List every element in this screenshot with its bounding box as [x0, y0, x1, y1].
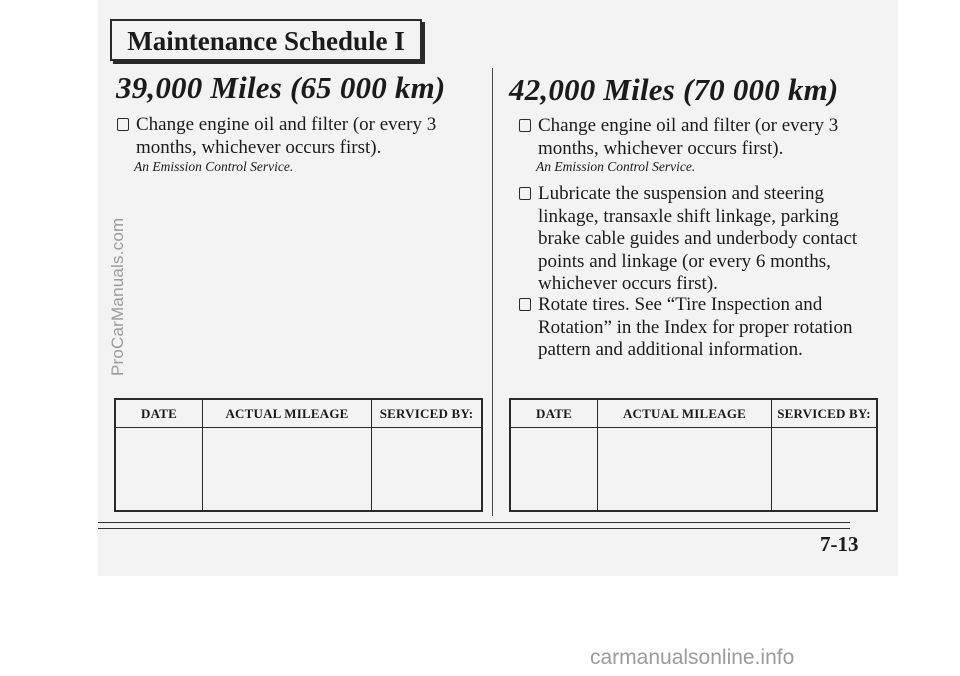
serviced-by-header: SERVICED BY:: [372, 399, 483, 428]
serviced-by-cell[interactable]: [372, 428, 483, 512]
task-text: Change engine oil and filter (or every 3 months, whichever occurs first).: [538, 115, 839, 159]
bottom-watermark: carmanualsonline.info: [590, 646, 795, 669]
schedule-header-box: [110, 19, 422, 61]
footer-rule-top: [98, 522, 850, 523]
left-service-log-table: [114, 398, 483, 512]
date-cell[interactable]: [115, 428, 203, 512]
left-task-note: An Emission Control Service.: [134, 159, 294, 174]
side-watermark: ProCarManuals.com: [108, 217, 127, 376]
date-cell[interactable]: [510, 428, 598, 512]
right-mileage-title: 42,000 Miles (70 000 km): [509, 72, 839, 107]
right-service-log-table: [509, 398, 878, 512]
checkbox-icon[interactable]: [519, 187, 531, 200]
right-task-oil-change: [519, 115, 849, 160]
task-text: Rotate tires. See “Tire Inspection and Rotation” in the Index for proper rotation pattern and additional information.: [538, 294, 853, 360]
left-mileage-title: 39,000 Miles (65 000 km): [116, 70, 446, 105]
serviced-by-cell[interactable]: [772, 428, 878, 512]
date-header: DATE: [115, 399, 203, 428]
column-divider: [492, 68, 493, 516]
task-text: Lubricate the suspension and steering linkage, transaxle shift linkage, parking brake cable guides and underbody contact points and linkage (or every 6 months, whichever occurs first).: [538, 183, 858, 294]
right-task-lubricate: [519, 183, 869, 296]
checkbox-icon[interactable]: [519, 119, 531, 132]
table-header-row: [115, 399, 482, 428]
footer-rule-bottom: [98, 528, 850, 529]
date-header: DATE: [510, 399, 598, 428]
actual-mileage-header: ACTUAL MILEAGE: [598, 399, 772, 428]
table-row: [115, 428, 482, 512]
task-text: Change engine oil and filter (or every 3 months, whichever occurs first).: [136, 114, 437, 158]
table-header-row: [510, 399, 877, 428]
right-task-note: An Emission Control Service.: [536, 159, 696, 174]
table-row: [510, 428, 877, 512]
checkbox-icon[interactable]: [117, 118, 129, 131]
actual-mileage-header: ACTUAL MILEAGE: [203, 399, 372, 428]
right-task-rotate-tires: [519, 294, 869, 362]
actual-mileage-cell[interactable]: [598, 428, 772, 512]
left-task-oil-change: [117, 114, 447, 159]
schedule-title: Maintenance Schedule I: [127, 26, 405, 56]
page-number: 7-13: [820, 532, 859, 556]
serviced-by-header: SERVICED BY:: [772, 399, 878, 428]
actual-mileage-cell[interactable]: [203, 428, 372, 512]
checkbox-icon[interactable]: [519, 298, 531, 311]
